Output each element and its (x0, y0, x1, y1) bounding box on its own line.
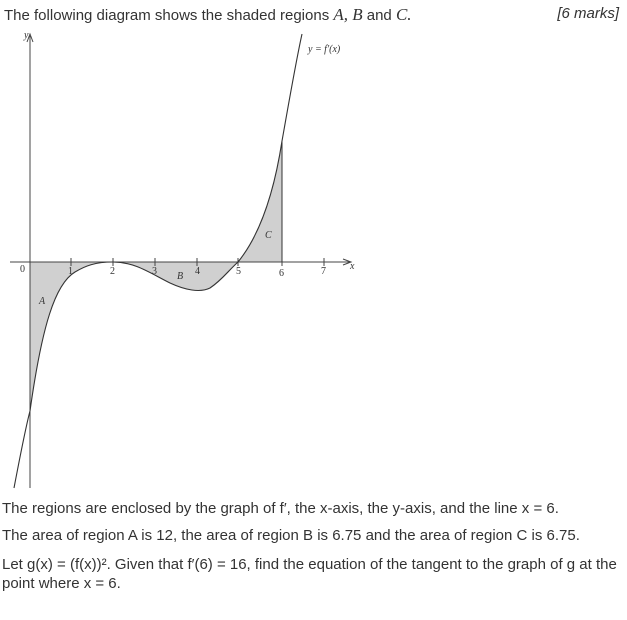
region-a-ref: A, (333, 5, 349, 24)
function-diagram (0, 26, 370, 491)
region-c-ref: C. (395, 5, 412, 24)
shaded-region-c (238, 141, 282, 262)
region-a-label: A (39, 296, 46, 307)
tick-label-4: 4 (195, 266, 200, 277)
shaded-region-b (113, 262, 238, 290)
tick-label-5: 5 (236, 266, 241, 277)
y-axis-label: y (24, 30, 29, 41)
curve-label: y = f′(x) (308, 44, 341, 55)
x-axis-label: x (350, 261, 355, 272)
tick-label-3: 3 (152, 266, 157, 277)
tick-label-1: 1 (68, 266, 73, 277)
marks-label: [6 marks] (557, 5, 619, 22)
region-b-label: B (177, 271, 184, 282)
origin-label: 0 (20, 264, 25, 275)
intro-text: The following diagram shows the shaded regions (4, 7, 330, 24)
paragraph-regions: The regions are enclosed by the graph of f′, the x-axis, the y-axis, and the line x = 6. (2, 500, 559, 517)
paragraph-task: Let g(x) = (f(x))². Given that f′(6) = 16, find the equation of the tangent to the graph of g at the point where x = 6. (2, 556, 617, 592)
tick-label-7: 7 (321, 266, 326, 277)
and-word: and (366, 7, 392, 24)
region-b-ref: B (352, 5, 363, 24)
region-c-label: C (265, 230, 272, 241)
question-intro (4, 5, 412, 25)
shaded-region-a (30, 262, 113, 411)
tick-label-6: 6 (279, 268, 284, 279)
tick-label-2: 2 (110, 266, 115, 277)
paragraph-areas: The area of region A is 12, the area of region B is 6.75 and the area of region C is 6.75. (2, 527, 580, 544)
